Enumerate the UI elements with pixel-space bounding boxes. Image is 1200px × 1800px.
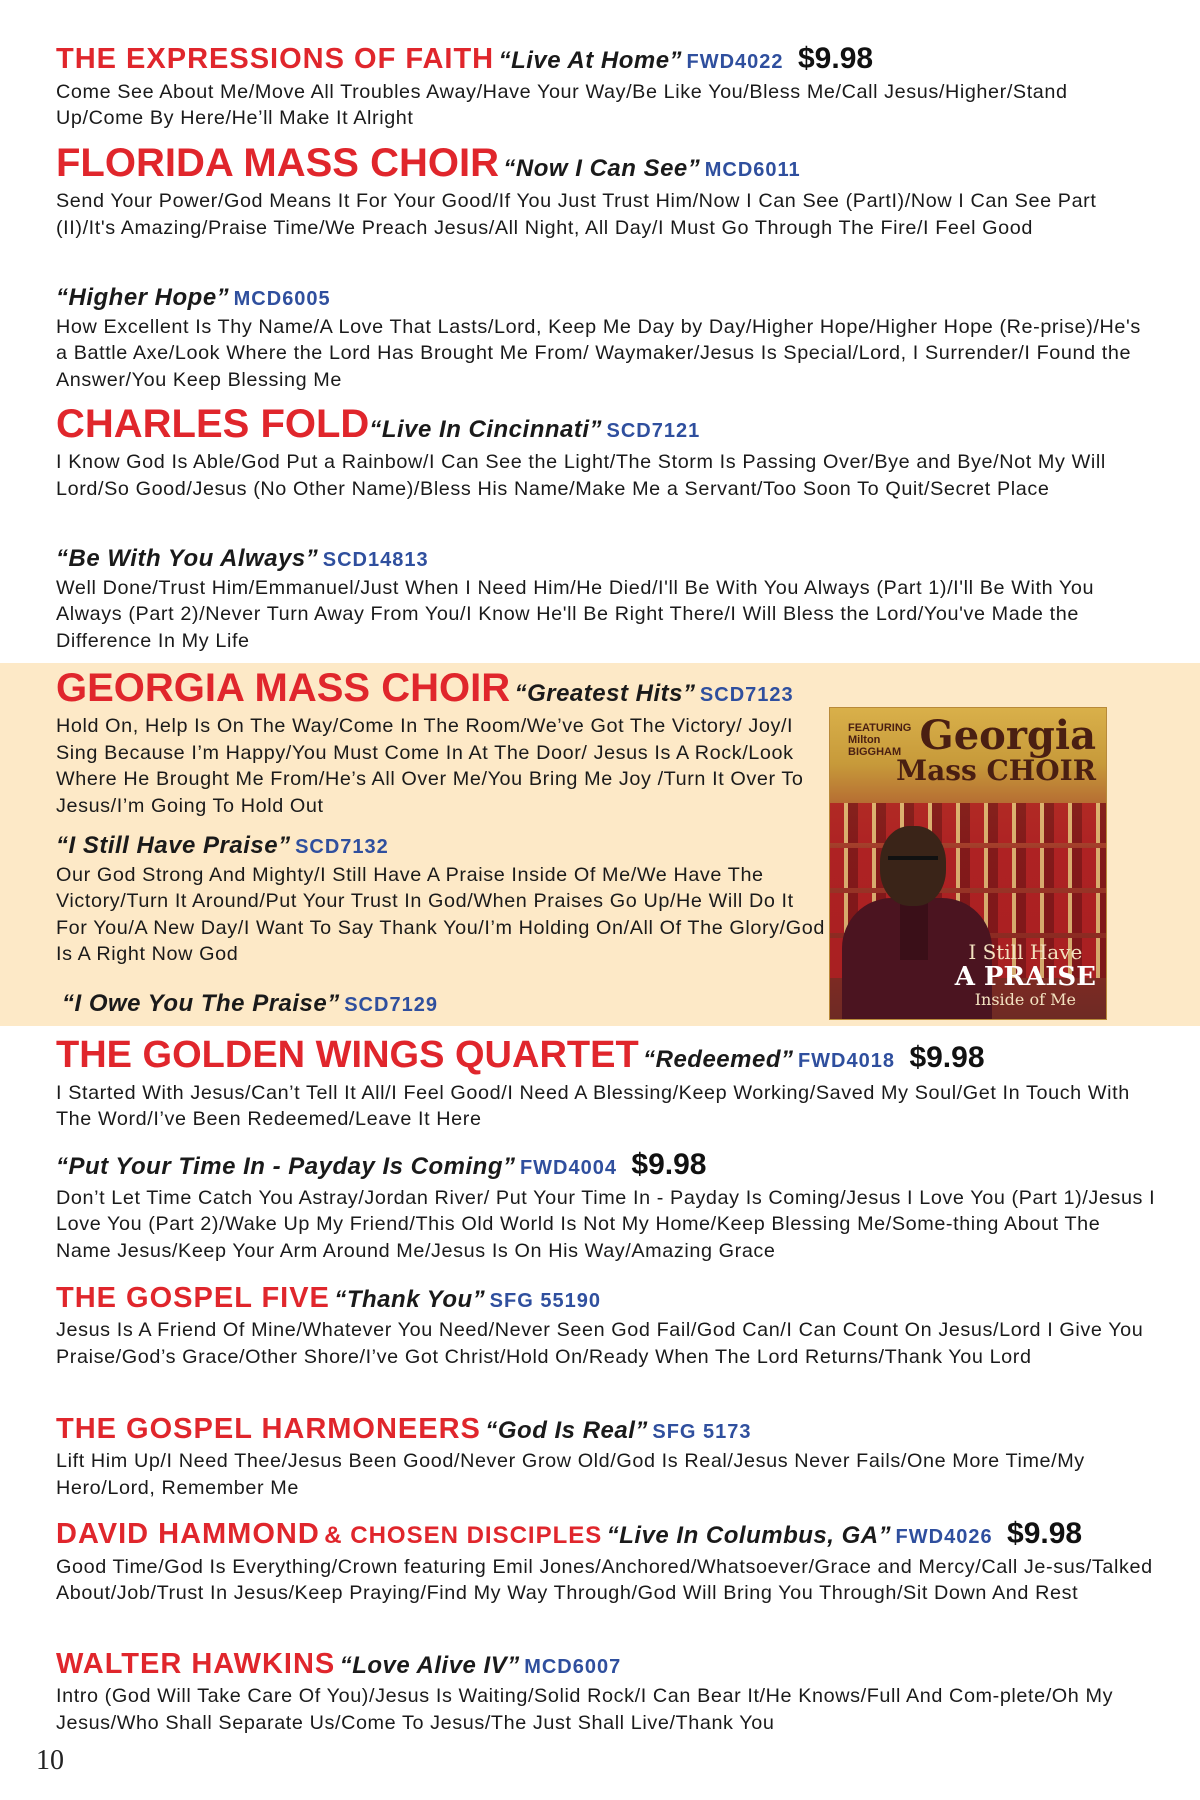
catalog-code: SFG 5173 bbox=[652, 1421, 752, 1443]
album-title: “I Owe You The Praise” bbox=[62, 990, 340, 1017]
entry-put-your-time-in bbox=[56, 1148, 1156, 1264]
artist-name: THE GOSPEL HARMONEERS bbox=[56, 1413, 481, 1445]
entry-heading bbox=[56, 1648, 1156, 1681]
catalog-code: FWD4022 bbox=[686, 51, 784, 73]
album-title: “Live In Cincinnati” bbox=[369, 416, 603, 443]
entry-i-still-have-praise bbox=[56, 832, 826, 968]
entry-higher-hope bbox=[56, 284, 1156, 393]
track-list: Come See About Me/Move All Troubles Away/Have Your Way/Be Like You/Bless Me/Call Jesus/Higher/Stand Up/Come By Here/He’ll Make It Alright bbox=[56, 80, 1068, 129]
track-list: Our God Strong And Mighty/I Still Have A Praise Inside Of Me/We Have The Victory/Turn It Around/Put Your Trust In God/When Praises Go Up/He Will Do It For You/A New Day/I Want To Say Thank You/I’m Holding On/All Of The Glory/God Is A Right Now God bbox=[56, 863, 825, 966]
artist-name: THE EXPRESSIONS OF FAITH bbox=[56, 43, 495, 75]
entry-heading bbox=[56, 832, 826, 860]
page-number: 10 bbox=[36, 1745, 64, 1776]
track-list: Don’t Let Time Catch You Astray/Jordan River/ Put Your Time In - Payday Is Coming/Jesus I Love You (Part 1)/Jesus I Love You (Part 2)/Wake Up My Friend/This Old World Is Not My Home/Keep Blessing Me/Some-thing About The Name Jesus/Keep Your Arm Around Me/Jesus Is On His Way/Amazing Grace bbox=[56, 1186, 1156, 1262]
album-cover-image bbox=[829, 707, 1107, 1020]
catalog-code: SCD7121 bbox=[606, 420, 701, 442]
track-list: How Excellent Is Thy Name/A Love That Lasts/Lord, Keep Me Day by Day/Higher Hope/Higher Hope (Re-prise)/He's a Battle Axe/Look Where the Lord Has Brought Me From/ Waymaker/Jesus Is Special/Lord, I Surrender/I Found the Answer/You Keep Blessing Me bbox=[56, 315, 1141, 391]
price: $9.98 bbox=[631, 1148, 707, 1181]
catalog-code: SCD7123 bbox=[699, 684, 794, 706]
portrait-shirt bbox=[900, 900, 928, 960]
cover-feat-line: Milton bbox=[848, 734, 881, 746]
price: $9.98 bbox=[909, 1041, 985, 1074]
cover-group-name bbox=[896, 712, 1096, 787]
entry-be-with-you-always bbox=[56, 545, 1156, 654]
album-title: “Greatest Hits” bbox=[514, 680, 696, 707]
album-title: “Redeemed” bbox=[643, 1046, 794, 1073]
entry-expressions-of-faith bbox=[56, 42, 1156, 132]
entry-golden-wings-quartet bbox=[56, 1034, 1156, 1133]
catalog-code: MCD6011 bbox=[704, 159, 801, 181]
cover-feat-line: BIGGHAM bbox=[848, 746, 902, 758]
cover-subtitle bbox=[955, 941, 1096, 1009]
entry-heading bbox=[56, 42, 1156, 77]
cover-sub-line: I Still Have bbox=[968, 940, 1083, 964]
entry-heading bbox=[56, 140, 1156, 186]
catalog-code: SFG 55190 bbox=[489, 1290, 601, 1312]
artist-name: GEORGIA MASS CHOIR bbox=[56, 666, 511, 710]
album-title: “Love Alive IV” bbox=[339, 1652, 520, 1679]
entry-heading bbox=[56, 401, 1156, 447]
track-list: Jesus Is A Friend Of Mine/Whatever You Need/Never Seen God Fail/God Can/I Can Count On Jesus/Lord I Give You Praise/God’s Grace/Other Shore/I’ve Got Christ/Hold On/Ready When The Lord Returns/Thank You Lord bbox=[56, 1319, 1144, 1368]
album-title: “Live At Home” bbox=[498, 47, 683, 74]
cover-name-line: Georgia bbox=[919, 712, 1096, 759]
artist-name: CHARLES FOLD bbox=[56, 402, 370, 446]
cover-sub-line: Inside of Me bbox=[974, 990, 1076, 1009]
catalog-code: MCD6007 bbox=[524, 1656, 622, 1678]
catalog-code: FWD4004 bbox=[519, 1157, 617, 1179]
entry-heading bbox=[56, 284, 1156, 312]
track-list: I Know God Is Able/God Put a Rainbow/I Can See the Light/The Storm Is Passing Over/Bye and Bye/Not My Will Lord/So Good/Jesus (No Other Name)/Bless His Name/Make Me a Servant/Too Soon To Quit/Secret Place bbox=[56, 451, 1106, 500]
album-title: “Higher Hope” bbox=[56, 284, 230, 311]
album-title: “Thank You” bbox=[334, 1286, 486, 1313]
album-title: “Put Your Time In - Payday Is Coming” bbox=[56, 1153, 516, 1180]
entry-heading bbox=[56, 1148, 1156, 1183]
artist-name: DAVID HAMMOND bbox=[56, 1518, 320, 1550]
entry-heading bbox=[56, 1034, 1156, 1078]
entry-charles-fold bbox=[56, 401, 1156, 502]
entry-florida-mass-choir bbox=[56, 140, 1156, 241]
catalog-code: SCD7132 bbox=[295, 836, 389, 858]
track-list: Hold On, Help Is On The Way/Come In The Room/We’ve Got The Victory/ Joy/I Sing Because I’m Happy/You Must Come In At The Door/ Jesus Is A Rock/Look Where He Brought Me From/He’s All Over Me/You Bring Me Joy /Turn It Over To Jesus/I’m Going To Hold Out bbox=[56, 715, 804, 817]
entry-gospel-harmoneers bbox=[56, 1413, 1156, 1501]
artist-name: THE GOSPEL FIVE bbox=[56, 1282, 330, 1314]
artist-name: THE GOLDEN WINGS QUARTET bbox=[56, 1034, 639, 1076]
album-title: “Live In Columbus, GA” bbox=[606, 1522, 892, 1549]
price: $9.98 bbox=[798, 42, 874, 75]
artist-name: FLORIDA MASS CHOIR bbox=[56, 141, 499, 185]
track-list: Lift Him Up/I Need Thee/Jesus Been Good/Never Grow Old/God Is Real/Jesus Never Fails/One More Time/My Hero/Lord, Remember Me bbox=[56, 1450, 1085, 1499]
entry-gospel-five bbox=[56, 1282, 1156, 1370]
entry-heading bbox=[56, 665, 826, 711]
entry-heading bbox=[56, 1517, 1156, 1552]
catalog-code: SCD7129 bbox=[344, 994, 438, 1016]
catalog-code: FWD4018 bbox=[797, 1050, 895, 1072]
artist-name: WALTER HAWKINS bbox=[56, 1648, 336, 1680]
track-list: Send Your Power/God Means It For Your Good/If You Just Trust Him/Now I Can See (PartI)/Now I Can See Part (II)/It's Amazing/Praise Time/We Preach Jesus/All Night, All Day/I Must Go Through The Fire/I Feel Good bbox=[56, 190, 1097, 239]
portrait-glasses bbox=[888, 856, 938, 870]
album-title: “Be With You Always” bbox=[56, 545, 319, 572]
catalog-code: FWD4026 bbox=[895, 1526, 993, 1548]
catalog-code: SCD14813 bbox=[322, 549, 429, 571]
album-title: “God Is Real” bbox=[485, 1417, 648, 1444]
entry-heading bbox=[56, 545, 1156, 573]
price: $9.98 bbox=[1007, 1517, 1083, 1550]
entry-heading bbox=[56, 1413, 1156, 1446]
cover-name-line: Mass CHOIR bbox=[896, 754, 1096, 787]
catalog-code: MCD6005 bbox=[233, 288, 331, 310]
track-list: I Started With Jesus/Can’t Tell It All/I Feel Good/I Need A Blessing/Keep Working/Saved My Soul/Get In Touch With The Word/I’ve Been Redeemed/Leave It Here bbox=[56, 1081, 1130, 1131]
entry-walter-hawkins bbox=[56, 1648, 1156, 1736]
cover-feat-line: FEATURING bbox=[848, 722, 912, 734]
track-list: Well Done/Trust Him/Emmanuel/Just When I Need Him/He Died/I'll Be With You Always (Part 1)/I'll Be With You Always (Part 2)/Never Turn Away From You/I Know He'll Be Right There/I Will Bless the Lord/You've Made the Difference In My Life bbox=[56, 576, 1095, 652]
album-title: “Now I Can See” bbox=[503, 155, 701, 182]
cover-sub-line: A PRAISE bbox=[954, 962, 1096, 992]
track-list: Intro (God Will Take Care Of You)/Jesus Is Waiting/Solid Rock/I Can Bear It/He Knows/Full And Com-plete/Oh My Jesus/Who Shall Separate Us/Come To Jesus/The Just Shall Live/Thank You bbox=[56, 1685, 1114, 1734]
artist-name-extra: & CHOSEN DISCIPLES bbox=[324, 1522, 603, 1549]
entry-georgia-mass-choir bbox=[56, 665, 826, 819]
album-title: “I Still Have Praise” bbox=[56, 832, 291, 859]
entry-heading bbox=[56, 1282, 1156, 1315]
track-list: Good Time/God Is Everything/Crown featuring Emil Jones/Anchored/Whatsoever/Grace and Mercy/Call Je-sus/Talked About/Job/Trust In Jesus/Keep Praying/Find My Way Through/God Will Bring You Through/Sit Down And Rest bbox=[56, 1555, 1153, 1604]
entry-david-hammond bbox=[56, 1517, 1156, 1607]
